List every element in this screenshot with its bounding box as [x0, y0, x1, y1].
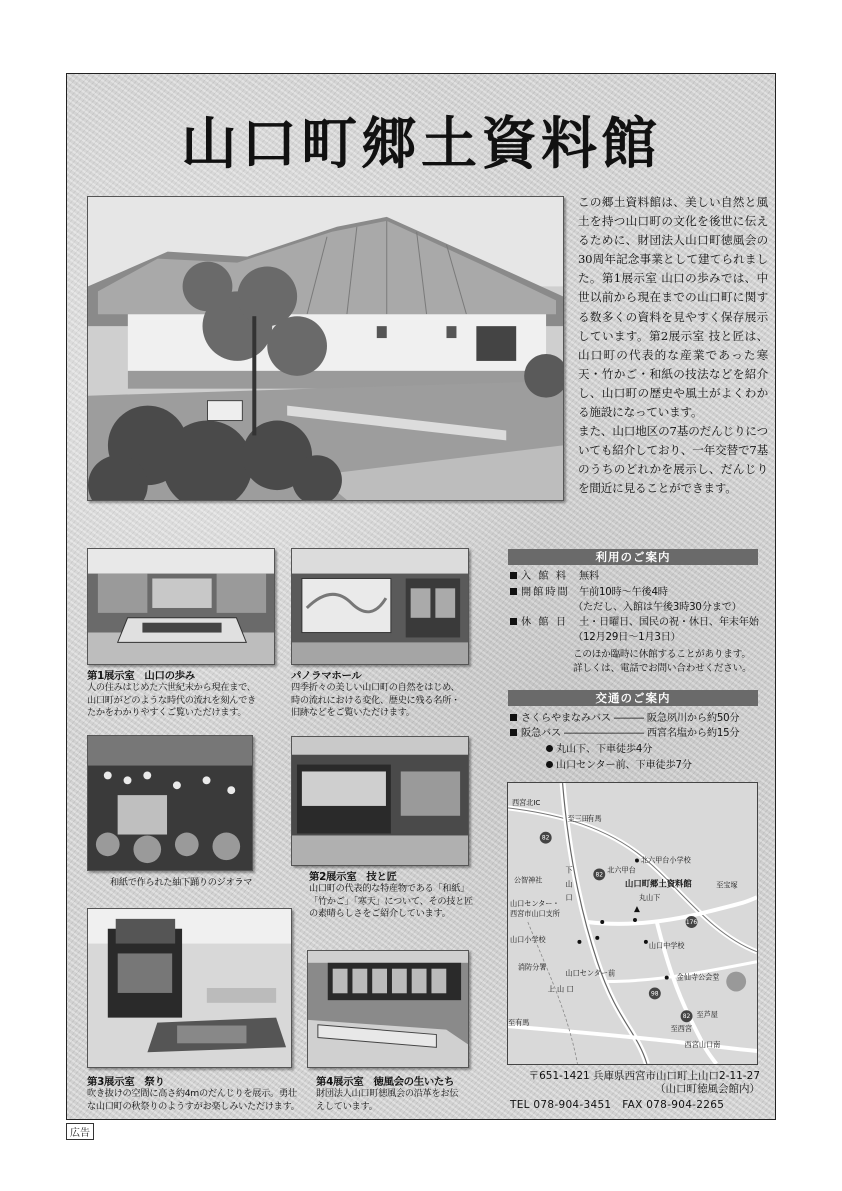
intro-text: この郷土資料館は、美しい自然と風土を持つ山口町の文化を後世に伝えるために、財団法人山口町徳風会の30周年記念事業として建てられました。第1展示室 山口の歩みでは、中世以前から現在までの山口町に関する数多くの資料を見やすく保存展示しています。第2展示室 技と匠は、山口町の代表的な産業であった寒天・竹かご・和紙の技法などを紹介し、山口町の歴史や風土がよくわかる施設になっています。 また、山口地区の7基のだんじりについても紹介しており、一年交替で7基のうちのどれかを展示し、だんじりを間近に見ることができます。 [578, 195, 768, 496]
bullet-dot-icon [546, 761, 553, 768]
room1-title: 第1展示室 山口の歩み [87, 670, 195, 682]
bus1-label: さくらやまなみバス ――― 阪急夙川から約50分 [521, 713, 740, 724]
room3-photo [87, 908, 292, 1068]
access-heading: 交通のご案内 [508, 690, 758, 706]
map-label-nishinomiya-kita: 西宮北IC [511, 797, 541, 807]
map-label-yama: 山 [565, 879, 573, 889]
map-label-yamaguchi-jh: 山口中学校 [648, 940, 685, 950]
map-label-yamaguchi-elem: 山口小学校 [509, 934, 546, 944]
map-label-to-arima2: 至有馬 [508, 1018, 530, 1028]
map-label-kamiyamaguchi: 上 山 口 [547, 984, 574, 994]
ad-label: 広告 [66, 1123, 94, 1140]
stop2-row [546, 759, 692, 772]
panorama-photo [291, 548, 469, 665]
map-label-to-ashiya: 至芦屋 [696, 1010, 718, 1020]
room4-caption [316, 1076, 506, 1113]
bullet-square-icon [510, 714, 517, 721]
closed-row [510, 616, 759, 629]
extra-note-2: 詳しくは、電話でお問い合わせください。 [573, 663, 752, 674]
access-map [507, 782, 758, 1065]
room3-caption [87, 1076, 327, 1113]
address-line-2: （山口町徳風会館内） [655, 1083, 760, 1095]
bullet-square-icon [510, 618, 517, 625]
map-label-nishinomiya-yamaguchi-minami: 西宮山口南 [684, 1040, 721, 1050]
diorama-text: 和紙で作られた紬下踊りのジオラマ [110, 877, 253, 888]
map-label-kuchi: 口 [565, 893, 573, 903]
address-block [510, 1070, 760, 1112]
closed-value: 土・日曜日、国民の祝・休日、年末年始 [579, 617, 759, 628]
bullet-square-icon [510, 729, 517, 736]
route-176-icon: 176 [685, 918, 698, 926]
room2-title: 第2展示室 技と匠 [309, 871, 397, 883]
panorama-caption [291, 670, 491, 720]
closed-note: （12月29日～1月3日） [573, 632, 681, 643]
route-82-icon: 82 [541, 834, 550, 842]
bullet-dot-icon [546, 745, 553, 752]
panorama-title: パノラマホール [291, 670, 362, 682]
diorama-photo [87, 735, 253, 871]
bullet-square-icon [510, 572, 517, 579]
panorama-text: 四季折々の美しい山口町の自然をはじめ、 時の流れにおける変化、歴史に残る名所・ 旧跡などをご覧いただけます。 [291, 682, 460, 719]
route-82c-icon: 82 [682, 1013, 691, 1021]
room4-photo [307, 950, 469, 1068]
map-label-center-2: 西宮市山口支所 [509, 909, 560, 919]
map-label-maruyamashita: 丸山下 [638, 893, 661, 903]
bus2-label: 阪急バス ―――――――― 西宮名塩から約15分 [521, 728, 740, 739]
map-label-to-arima: 有馬 [587, 813, 602, 823]
map-label-to-nishinomiya: 至西宮 [670, 1024, 693, 1034]
map-label-kita-rokko-school: 北六甲台小学校 [640, 855, 691, 865]
map-label-koushi-shrine: 公智神社 [513, 875, 543, 885]
room1-text: 人の住みはじめた六世紀末から現在まで、 山口町がどのような時代の流れを刻んでき たかをわかりやすくご覧いただけます。 [87, 682, 256, 719]
fee-label: 入 館 料 [521, 571, 569, 582]
map-label-kita-rokko: 北六甲台 [607, 865, 636, 875]
hours-note: （ただし、入館は午後3時30分まで） [573, 602, 742, 613]
stop1-row [546, 743, 652, 756]
fee-value: 無料 [579, 571, 599, 582]
page-title: 山口町郷土資料館 [181, 111, 661, 177]
route-98-icon: 98 [651, 990, 659, 998]
stop2-label: 山口センター前、下車徒歩7分 [556, 760, 692, 771]
address-line-1: 〒651-1421 兵庫県西宮市山口町上山口2-11-27 [528, 1070, 760, 1082]
room2-photo [291, 736, 469, 866]
map-label-center-mae: 山口センター前 [565, 968, 616, 978]
room3-title: 第3展示室 祭り [87, 1076, 165, 1088]
museum-exterior-photo [87, 196, 564, 501]
room2-caption [309, 871, 509, 921]
stop1-label: 丸山下、下車徒歩4分 [556, 744, 653, 755]
room1-caption [87, 670, 287, 720]
room1-photo [87, 548, 275, 665]
map-label-center-1: 山口センター・ [509, 899, 560, 909]
bus2-row [510, 727, 739, 740]
hours-label: 開館時間 [521, 587, 570, 598]
hours-row [510, 586, 668, 599]
hours-value: 午前10時～午後4時 [579, 587, 668, 598]
room3-text: 吹き抜けの空間に高さ約4mのだんじりを展示。勇壮 な山口町の秋祭りのようすがお楽しみいただけます。 [87, 1088, 300, 1112]
map-label-to-takarazuka: 至宝塚 [716, 880, 738, 890]
closed-label: 休 館 日 [521, 617, 569, 628]
usage-heading: 利用のご案内 [508, 549, 758, 565]
contact-line: TEL 078-904-3451 FAX 078-904-2265 [510, 1099, 725, 1111]
map-label-to-sanda: 至三田 [567, 813, 589, 823]
room4-title: 第4展示室 徳風会の生いたち [316, 1076, 455, 1088]
map-label-kinsenji: 金仙寺公会堂 [676, 972, 720, 982]
room4-text: 財団法人山口町徳風会の沿革をお伝 えしています。 [316, 1088, 459, 1112]
extra-note-1: このほか臨時に休館することがあります。 [573, 649, 751, 660]
fee-row [510, 570, 599, 583]
room2-text: 山口町の代表的な特産物である「和紙」 「竹かご」「寒天」について、その技と匠 の素晴らしさをご紹介しています。 [309, 883, 473, 920]
bus1-row [510, 712, 739, 725]
map-label-museum: 山口町郷土資料館 [625, 878, 692, 889]
route-82b-icon: 82 [595, 871, 604, 879]
map-label-fire-station: 消防分署 [517, 962, 547, 972]
bullet-square-icon [510, 588, 517, 595]
diorama-caption [110, 877, 310, 889]
map-label-shimo: 下 [565, 865, 573, 875]
